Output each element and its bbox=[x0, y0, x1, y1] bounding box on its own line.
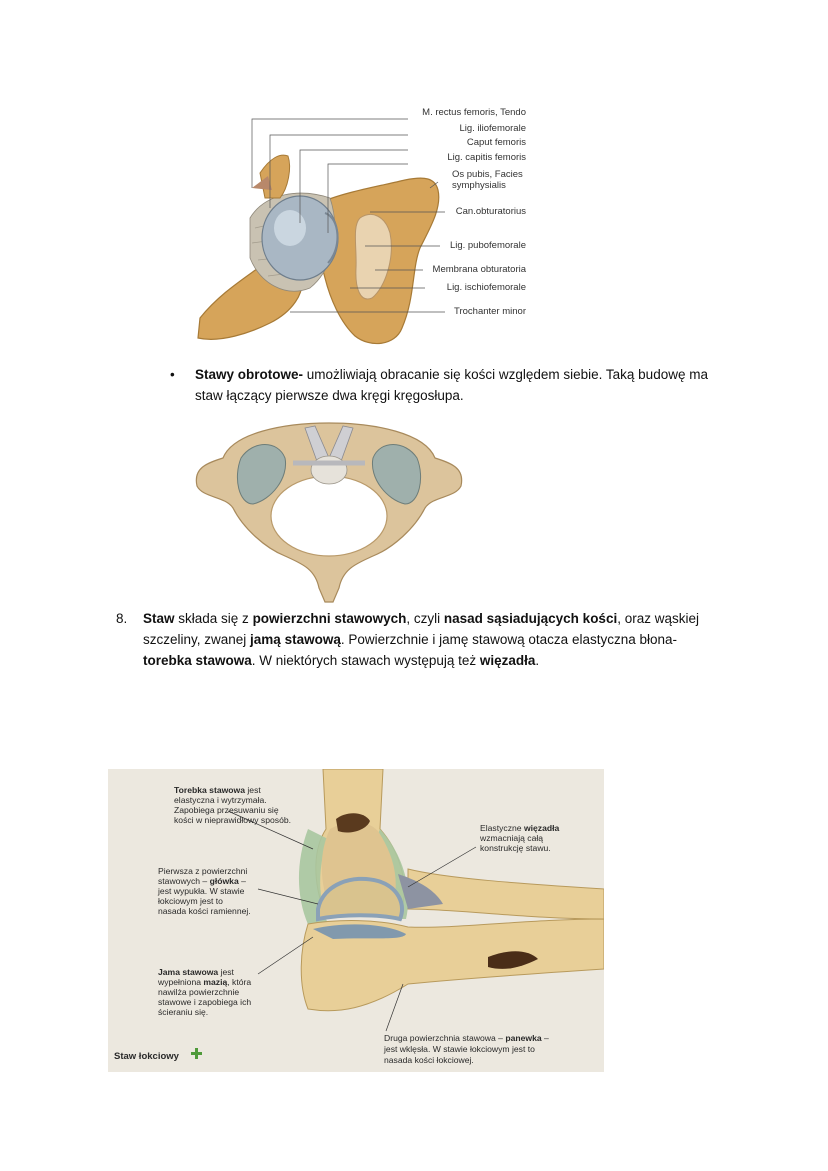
hip-label: Lig. ischiofemorale bbox=[446, 282, 526, 293]
item8-line-2 bbox=[143, 629, 736, 650]
atlas-vertebra-illustration bbox=[193, 418, 465, 603]
item8-line-1 bbox=[143, 608, 736, 629]
term-staw: Staw bbox=[143, 611, 175, 626]
numbered-item-8 bbox=[116, 608, 736, 671]
head-note-line: nasada kości ramiennej. bbox=[158, 906, 251, 916]
capsule-note-line: Torebka stawowa jest bbox=[174, 785, 261, 795]
cavity-note-line: nawilża powierzchnie bbox=[158, 987, 240, 997]
hip-label: Trochanter minor bbox=[454, 306, 526, 317]
bullet-line-2: staw łączący pierwsze dwa kręgi kręgosłupa. bbox=[195, 388, 464, 403]
text: . W niektórych stawach występują też bbox=[251, 653, 480, 668]
cavity-note-line: Jama stawowa jest bbox=[158, 967, 234, 977]
ligament-note-line: Elastyczne więzadła bbox=[480, 823, 560, 833]
elbow-caption: Staw łokciowy bbox=[114, 1051, 179, 1062]
capsule-note-line: elastyczna i wytrzymała. bbox=[174, 795, 267, 805]
ligament-note-line: konstrukcję stawu. bbox=[480, 843, 551, 853]
term-ligaments: więzadła bbox=[479, 653, 536, 668]
capsule-note-line: kości w nieprawidłowy sposób. bbox=[174, 815, 292, 825]
text: składa się z bbox=[174, 611, 253, 626]
hip-label: Lig. iliofemorale bbox=[459, 123, 526, 134]
text: . bbox=[535, 653, 540, 668]
elbow-joint-figure bbox=[108, 769, 604, 1072]
hip-label: Os pubis, Facies bbox=[452, 169, 523, 180]
hip-label: Caput femoris bbox=[466, 137, 526, 148]
hip-label: Membrana obturatoria bbox=[432, 264, 526, 275]
term-joint-capsule: torebka stawowa bbox=[143, 653, 252, 668]
cavity-note-line: stawowe i zapobiega ich bbox=[158, 997, 252, 1007]
atlas-vertebra-figure bbox=[193, 418, 465, 603]
term-articular-surfaces: powierzchni stawowych bbox=[252, 611, 407, 626]
term-rotary-joints: Stawy obrotowe- bbox=[195, 367, 304, 382]
hip-joint-illustration bbox=[190, 98, 530, 348]
term-joint-cavity: jamą stawową bbox=[250, 632, 341, 647]
hip-label: Lig. capitis femoris bbox=[447, 152, 526, 163]
hip-joint-figure bbox=[190, 98, 530, 348]
socket-note-line: jest wklęsła. W stawie łokciowym jest to bbox=[384, 1044, 535, 1054]
hip-label: Can.obturatorius bbox=[455, 206, 526, 217]
text: , czyli bbox=[406, 611, 444, 626]
bullet-line-1 bbox=[195, 364, 768, 385]
text: szczeliny, zwanej bbox=[143, 632, 251, 647]
socket-note-line: Druga powierzchnia stawowa – panewka – bbox=[384, 1033, 549, 1043]
head-note-line: Pierwsza z powierzchni bbox=[158, 866, 248, 876]
text: . Powierzchnie i jamę stawową otacza elastyczna błona- bbox=[340, 632, 678, 647]
hip-label: symphysialis bbox=[452, 180, 506, 191]
socket-note-line: nasada kości łokciowej. bbox=[384, 1055, 474, 1065]
cavity-note-line: wypełniona mazią, która bbox=[158, 977, 252, 987]
head-note-line: łokciowym jest to bbox=[158, 896, 223, 906]
bullet-item-rotary-joints bbox=[168, 364, 768, 406]
cavity-note-line: ścieraniu się. bbox=[158, 1007, 209, 1017]
hip-label: Lig. pubofemorale bbox=[449, 240, 526, 251]
term-epiphyses: nasad sąsiadujących kości bbox=[443, 611, 618, 626]
capsule-note-line: Zapobiega przesuwaniu się bbox=[174, 805, 279, 815]
head-note-line: stawowych – główka – bbox=[158, 876, 246, 886]
hip-label: M. rectus femoris, Tendo bbox=[422, 107, 526, 118]
bullet-symbol: • bbox=[170, 367, 175, 382]
head-note-line: jest wypukła. W stawie bbox=[158, 886, 245, 896]
bullet-text: umożliwiają obracanie się kości względem siebie. Taką budowę ma bbox=[303, 367, 708, 382]
text: , oraz wąskiej bbox=[617, 611, 699, 626]
item8-line-3 bbox=[143, 650, 736, 671]
item-number: 8. bbox=[116, 611, 128, 626]
ligament-note-line: wzmacniają całą bbox=[480, 833, 544, 843]
elbow-joint-illustration bbox=[108, 769, 604, 1072]
